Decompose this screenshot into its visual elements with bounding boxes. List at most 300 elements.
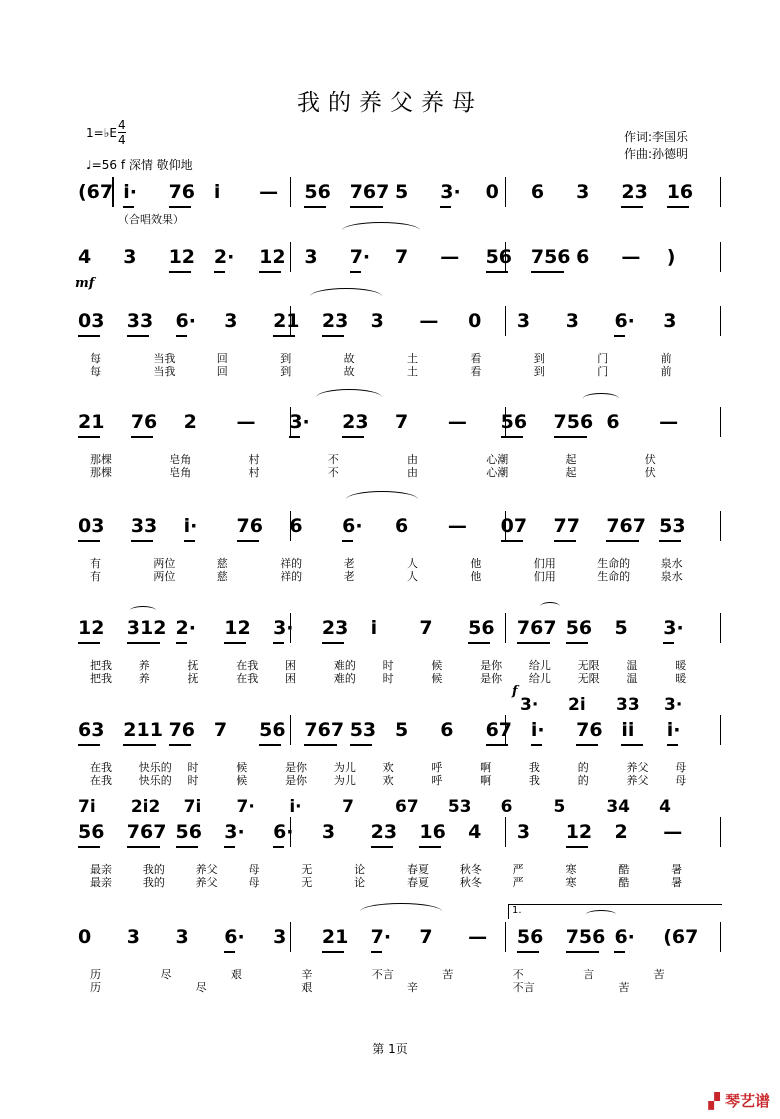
- lyric-syllable: 前: [660, 365, 672, 378]
- bar-line: [720, 817, 721, 847]
- beam-underline: [123, 744, 156, 746]
- lyric-syllable: 慈: [216, 557, 228, 570]
- score-note: 0: [468, 310, 482, 332]
- lyric-syllable: 苦: [618, 981, 630, 994]
- score-note: i·: [183, 515, 198, 537]
- lyric-syllable: 我的: [142, 876, 165, 889]
- bar-line: [720, 922, 721, 952]
- upper-voice-note: 2i: [568, 695, 586, 715]
- upper-voice-note: 4: [659, 797, 671, 817]
- lyric-syllable: 候: [236, 774, 248, 787]
- score-note: 76: [168, 181, 196, 203]
- score-row: [0, 310, 780, 390]
- lyric-syllable: 的: [577, 761, 589, 774]
- score-note: —: [447, 515, 467, 537]
- beam-underline: [501, 540, 523, 542]
- lyric-syllable: 门: [597, 352, 609, 365]
- score-note: 3: [224, 310, 238, 332]
- lyric-syllable: 老: [343, 557, 355, 570]
- lyric-syllable: 起: [565, 466, 577, 479]
- lyric-syllable: 母: [248, 863, 260, 876]
- beam-underline: [576, 744, 598, 746]
- score-note: —: [236, 411, 256, 433]
- lyric-syllable: 秋冬: [459, 863, 482, 876]
- lyric-syllable: 啊: [480, 774, 492, 787]
- slur-arc: [316, 389, 382, 406]
- score-note: 6: [576, 246, 590, 268]
- lyric-syllable: 养: [138, 659, 150, 672]
- lyric-syllable: 时: [187, 761, 199, 774]
- bar-line: [290, 242, 291, 272]
- score-note: 2·: [175, 617, 196, 639]
- lyric-syllable: 养父: [626, 774, 649, 787]
- score-note: 0: [485, 181, 499, 203]
- score-note: 4: [78, 246, 92, 268]
- lyric-syllable: 由: [407, 466, 418, 479]
- slur-arc: [360, 903, 442, 920]
- lyric-syllable: 是你: [285, 761, 308, 774]
- upper-voice-note: 2i2: [130, 797, 161, 817]
- beam-underline: [184, 540, 195, 542]
- lyric-syllable: 门: [597, 365, 609, 378]
- lyric-syllable: 苦: [653, 968, 665, 981]
- lyric-syllable: 寒: [565, 863, 577, 876]
- bar-line: [720, 715, 721, 745]
- lyric-syllable: 不言: [512, 981, 535, 994]
- lyric-syllable: 历: [90, 981, 101, 994]
- lyric-syllable: 无: [301, 876, 313, 889]
- score-note: 7: [395, 411, 409, 433]
- lyric-syllable: 艰: [301, 981, 313, 994]
- score-note: 7: [213, 719, 228, 741]
- score-note: 3: [576, 181, 590, 203]
- lyric-syllable: 尽: [195, 981, 207, 994]
- beam-underline: [224, 846, 235, 848]
- beam-underline: [554, 436, 587, 438]
- bar-line: [290, 922, 291, 952]
- lyric-syllable: 候: [236, 761, 248, 774]
- score-note: i·: [530, 719, 545, 741]
- score-note: 21: [273, 310, 300, 332]
- lyric-syllable: 把我: [90, 672, 112, 685]
- score-note: —: [468, 926, 488, 948]
- score-note: 6·: [614, 926, 635, 948]
- beam-underline: [289, 436, 300, 438]
- score-note: (67: [663, 926, 699, 948]
- beam-underline: [237, 540, 259, 542]
- beam-underline: [169, 271, 191, 273]
- score-note: 6·: [273, 821, 294, 843]
- score-note: 63: [78, 719, 105, 741]
- lyric-syllable: 有: [90, 557, 101, 570]
- score-note: 03: [78, 515, 105, 537]
- lyric-syllable: 到: [533, 352, 545, 365]
- slur-arc: [310, 288, 382, 305]
- lyric-syllable: 酷: [618, 876, 630, 889]
- beam-underline: [169, 744, 191, 746]
- lyric-syllable: 在我: [90, 774, 112, 787]
- lyric-syllable: 土: [407, 365, 418, 378]
- score-note: 6: [606, 411, 620, 433]
- score-note: 6·: [175, 310, 196, 332]
- lyric-syllable: 村: [248, 466, 260, 479]
- score-note: 53: [659, 515, 686, 537]
- lyric-syllable: 快乐的: [138, 774, 172, 787]
- beam-underline: [350, 744, 372, 746]
- score-note: 3·: [440, 181, 461, 203]
- upper-voice-note: 53: [447, 797, 472, 817]
- key-signature: 1=♭E: [86, 126, 117, 140]
- score-row: [0, 797, 780, 901]
- lyric-syllable: 故: [343, 365, 355, 378]
- score-note: 16: [666, 181, 694, 203]
- lyric-syllable: 到: [280, 365, 292, 378]
- beam-underline: [531, 744, 542, 746]
- beam-underline: [131, 540, 153, 542]
- score-note: 67: [485, 719, 513, 741]
- beam-underline: [342, 436, 364, 438]
- lyric-syllable: 苦: [442, 968, 454, 981]
- lyric-syllable: 到: [280, 352, 292, 365]
- lyric-syllable: 秋冬: [459, 876, 482, 889]
- lyric-syllable: 呼: [431, 761, 443, 774]
- score-note: —: [259, 181, 279, 203]
- lyric-syllable: 祥的: [280, 570, 303, 583]
- beam-underline: [566, 951, 599, 953]
- page-footer: 第 1页: [372, 1042, 408, 1056]
- upper-voice-note: 3·: [664, 695, 683, 715]
- score-note: 3: [273, 926, 287, 948]
- score-note: 12: [224, 617, 251, 639]
- score-row: [0, 905, 780, 1006]
- lyric-syllable: 艰: [230, 968, 242, 981]
- score-note: 756: [565, 926, 606, 948]
- lyric-syllable: 欢: [382, 774, 394, 787]
- beam-underline: [78, 846, 100, 848]
- lyric-syllable: 皂角: [169, 453, 192, 466]
- lyric-syllable: 时: [187, 774, 199, 787]
- lyric-syllable: 母: [248, 876, 260, 889]
- score-note: 03: [78, 310, 105, 332]
- beam-underline: [517, 642, 550, 644]
- beam-underline: [350, 271, 361, 273]
- slur-arc: [540, 602, 560, 611]
- score-note: —: [447, 411, 467, 433]
- bar-line: [505, 817, 506, 847]
- score-note: 767: [606, 515, 646, 537]
- beam-underline: [131, 436, 153, 438]
- score-note: 767: [516, 617, 557, 639]
- lyric-syllable: 由: [407, 453, 418, 466]
- beam-underline: [224, 951, 235, 953]
- lyric-syllable: 历: [90, 968, 101, 981]
- beam-underline: [554, 540, 576, 542]
- score-note: 6·: [224, 926, 245, 948]
- beam-underline: [176, 335, 187, 337]
- logo-icon: ▞: [708, 1092, 725, 1110]
- beam-underline: [127, 642, 160, 644]
- bar-line: [505, 177, 506, 207]
- beam-underline: [486, 271, 508, 273]
- lyric-syllable: 难的: [333, 672, 356, 685]
- score-note: 5: [395, 181, 409, 203]
- lyric-syllable: 欢: [382, 761, 394, 774]
- score-note: 3·: [663, 617, 684, 639]
- lyric-syllable: 温: [626, 672, 638, 685]
- bar-line: [505, 306, 506, 336]
- upper-voice-note: 6: [500, 797, 513, 817]
- score-note: 767: [349, 181, 390, 203]
- score-note: i·: [123, 181, 138, 203]
- lyric-syllable: 给儿: [528, 659, 551, 672]
- beam-underline: [273, 846, 284, 848]
- beam-underline: [304, 206, 326, 208]
- bar-line: [720, 407, 721, 437]
- lyric-syllable: 起: [565, 453, 577, 466]
- lyric-syllable: 时: [382, 659, 394, 672]
- beam-underline: [614, 951, 625, 953]
- lyric-syllable: 是你: [480, 659, 503, 672]
- beam-underline: [78, 744, 100, 746]
- lyric-syllable: 那棵: [90, 453, 112, 466]
- lyric-syllable: 到: [533, 365, 545, 378]
- lyric-syllable: 土: [407, 352, 418, 365]
- score-row: [0, 411, 780, 491]
- beam-underline: [371, 951, 382, 953]
- slur-arc: [583, 393, 619, 404]
- score-note: 16: [419, 821, 446, 843]
- beam-underline: [486, 744, 508, 746]
- score-note: ): [666, 246, 676, 268]
- score-note: 77: [553, 515, 580, 537]
- beam-underline: [123, 206, 134, 208]
- page-title: 我的养父养母: [297, 90, 483, 116]
- score-note: 12: [565, 821, 593, 843]
- beam-underline: [659, 540, 681, 542]
- beam-underline: [621, 744, 643, 746]
- score-note: 76: [168, 719, 196, 741]
- score-note: 3: [321, 821, 336, 843]
- lyric-syllable: 酷: [618, 863, 630, 876]
- upper-voice-note: i·: [289, 797, 302, 817]
- score-note: 2: [614, 821, 628, 843]
- score-note: 7·: [370, 926, 392, 948]
- score-note: 756: [530, 246, 571, 268]
- score-row: [0, 617, 780, 697]
- lyric-syllable: 言: [583, 968, 595, 981]
- beam-underline: [78, 540, 100, 542]
- volta-bracket: 1.: [508, 904, 722, 919]
- score-note: 33: [130, 515, 158, 537]
- score-note: 7·: [349, 246, 371, 268]
- lyric-syllable: 春夏: [407, 863, 429, 876]
- score-note: —: [621, 246, 641, 268]
- score-note: 3·: [289, 411, 310, 433]
- beam-underline: [273, 335, 295, 337]
- beam-underline: [259, 271, 281, 273]
- score-note: 767: [304, 719, 345, 741]
- lyric-syllable: 们用: [533, 570, 556, 583]
- lyric-syllable: 的: [577, 774, 589, 787]
- lyric-syllable: 快乐的: [138, 761, 172, 774]
- lyric-syllable: 村: [248, 453, 260, 466]
- score-note: i·: [666, 719, 681, 741]
- lyric-syllable: 皂角: [169, 466, 192, 479]
- score-note: 76: [576, 719, 603, 741]
- beam-underline: [566, 642, 588, 644]
- score-note: 12: [259, 246, 286, 268]
- lyric-syllable: 看: [470, 352, 482, 365]
- score-note: 53: [349, 719, 377, 741]
- lyric-syllable: 祥的: [280, 557, 303, 570]
- score-note: 56: [468, 617, 495, 639]
- lyric-syllable: 给儿: [528, 672, 551, 685]
- lyric-syllable: 是你: [285, 774, 308, 787]
- lyricist: 作词:李国乐: [624, 130, 689, 144]
- score-note: 12: [168, 246, 196, 268]
- lyric-syllable: 不: [512, 968, 524, 981]
- lyric-syllable: 候: [431, 659, 443, 672]
- score-note: 6: [440, 719, 454, 741]
- lyric-syllable: 那棵: [90, 466, 112, 479]
- lyric-syllable: 辛: [407, 981, 418, 994]
- lyric-syllable: 他: [470, 570, 482, 583]
- upper-voice-note: 33: [616, 695, 640, 715]
- score-note: 23: [321, 617, 349, 639]
- score-note: 23: [321, 310, 349, 332]
- score-note: 56: [516, 926, 544, 948]
- lyric-syllable: 养: [138, 672, 150, 685]
- lyric-syllable: 养父: [195, 863, 218, 876]
- score-note: 6·: [614, 310, 635, 332]
- score-note: 3·: [224, 821, 245, 843]
- score-note: 21: [78, 411, 105, 433]
- lyric-syllable: 困: [285, 672, 297, 685]
- lyric-syllable: 心潮: [486, 466, 509, 479]
- lyric-syllable: 辛: [301, 968, 313, 981]
- time-signature: 4 4: [118, 118, 126, 147]
- lyric-syllable: 时: [382, 672, 394, 685]
- beam-underline: [322, 335, 344, 337]
- score-note: 3·: [273, 617, 294, 639]
- lyric-syllable: 抚: [187, 659, 199, 672]
- bar-line: [290, 715, 291, 745]
- composer: 作曲:孙德明: [624, 147, 689, 161]
- beam-underline: [440, 206, 451, 208]
- lyric-syllable: 生命的: [597, 570, 631, 583]
- lyric-syllable: 看: [470, 365, 482, 378]
- beam-underline: [127, 335, 149, 337]
- lyric-syllable: 人: [407, 570, 418, 583]
- slur-arc: [342, 222, 420, 239]
- score-note: 0: [78, 926, 92, 948]
- lyric-syllable: 在我: [236, 672, 259, 685]
- beam-underline: [667, 744, 678, 746]
- tempo-marking: ♩=56 f 深情 敬仰地: [86, 158, 193, 172]
- score-note: 3: [565, 310, 579, 332]
- lyric-syllable: 伏: [644, 453, 656, 466]
- lyric-syllable: 我: [528, 774, 540, 787]
- beam-underline: [169, 206, 191, 208]
- beam-underline: [621, 206, 643, 208]
- beam-underline: [350, 206, 383, 208]
- lyric-syllable: 泉水: [660, 570, 683, 583]
- score-note: 6: [530, 181, 545, 203]
- beam-underline: [468, 642, 490, 644]
- bar-line: [720, 511, 721, 541]
- lyric-syllable: 母: [675, 774, 687, 787]
- score-note: 3: [516, 310, 531, 332]
- lyric-syllable: 无: [301, 863, 313, 876]
- slur-arc: [346, 491, 418, 508]
- lyric-syllable: 前: [660, 352, 672, 365]
- score-note: 23: [370, 821, 398, 843]
- beam-underline: [176, 642, 187, 644]
- score-note: —: [659, 411, 679, 433]
- score-note: 56: [78, 821, 105, 843]
- score-note: 211: [123, 719, 163, 741]
- beam-underline: [214, 271, 225, 273]
- lyric-syllable: 伏: [644, 466, 656, 479]
- lyric-syllable: 暖: [675, 659, 687, 672]
- score-note: 756: [553, 411, 594, 433]
- lyric-syllable: 养父: [195, 876, 218, 889]
- beam-underline: [663, 642, 674, 644]
- lyric-syllable: 每: [90, 352, 101, 365]
- lyric-syllable: 心潮: [486, 453, 509, 466]
- lyric-syllable: 无限: [577, 659, 600, 672]
- lyric-syllable: 他: [470, 557, 482, 570]
- upper-voice-note: 67: [395, 797, 419, 817]
- beam-underline: [566, 846, 588, 848]
- score-note: 33: [126, 310, 154, 332]
- score-note: 23: [621, 181, 648, 203]
- beam-underline: [78, 642, 100, 644]
- beam-underline: [322, 951, 344, 953]
- score-note: (67: [78, 181, 114, 203]
- lyric-syllable: 当我: [153, 365, 176, 378]
- score-note: 56: [304, 181, 331, 203]
- lyric-syllable: 候: [431, 672, 443, 685]
- upper-voice-note: 3·: [520, 695, 539, 715]
- beam-underline: [176, 846, 198, 848]
- score-note: —: [440, 246, 460, 268]
- score-note: 6·: [342, 515, 363, 537]
- score-note: i: [213, 181, 221, 203]
- lyric-syllable: 为儿: [333, 774, 356, 787]
- lyric-syllable: 论: [354, 863, 366, 876]
- lyric-syllable: 故: [343, 352, 355, 365]
- lyric-syllable: 两位: [153, 557, 176, 570]
- beam-underline: [667, 206, 689, 208]
- beam-underline: [224, 642, 246, 644]
- score-note: 76: [130, 411, 158, 433]
- lyric-syllable: 慈: [216, 570, 228, 583]
- lyric-syllable: 暑: [671, 863, 683, 876]
- bar-line: [290, 177, 291, 207]
- lyric-syllable: 严: [512, 863, 524, 876]
- lyric-syllable: 我的: [142, 863, 165, 876]
- score-note: i: [370, 617, 378, 639]
- score-note: 3: [304, 246, 318, 268]
- beam-underline: [517, 951, 539, 953]
- slur-arc: [130, 606, 156, 615]
- bar-line: [720, 242, 721, 272]
- lyric-syllable: 把我: [90, 659, 112, 672]
- score-note: 6: [289, 515, 303, 537]
- lyric-syllable: 温: [626, 659, 638, 672]
- upper-voice-note: 7i: [78, 797, 96, 817]
